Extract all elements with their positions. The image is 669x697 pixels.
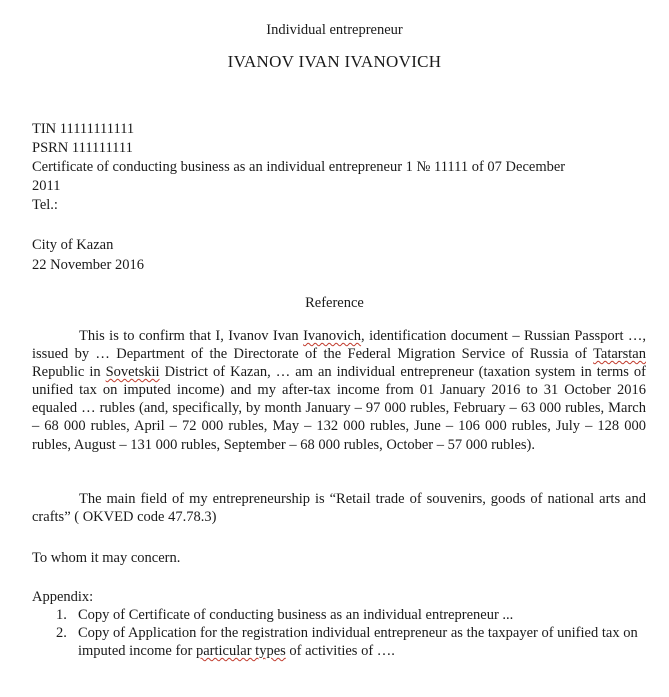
tel-line: Tel.:: [32, 197, 58, 213]
city-line: City of Kazan: [32, 237, 114, 253]
closing-line: To whom it may concern.: [32, 550, 181, 566]
appendix-item-number: 1.: [56, 607, 67, 623]
spellcheck-word: Sovetskii: [105, 364, 160, 381]
tin-line: TIN 11111111111: [32, 121, 135, 137]
appendix-item: [32, 606, 646, 624]
spellcheck-word: Tatarstan: [593, 346, 646, 363]
certificate-line: Certificate of conducting business as an individual entrepreneur 1 № 11111 of 07 December: [32, 159, 566, 175]
appendix-item-text: Copy of Application for the registration individual entrepreneur as the taxpayer of unified tax on imputed income for: [78, 625, 638, 660]
appendix-list: [32, 606, 646, 660]
entrepreneur-name: IVANOV IVAN IVANOVICH: [227, 52, 442, 71]
appendix-item-text: of activities of ….: [285, 643, 395, 660]
appendix-heading: Appendix:: [32, 589, 94, 605]
spellcheck-phrase: particular types: [195, 643, 286, 660]
entrepreneur-status: Individual entrepreneur: [266, 22, 403, 38]
date-line: 22 November 2016: [32, 257, 144, 273]
paragraph-text: This is to confirm that I, Ivanov Ivan: [79, 328, 304, 344]
appendix-item-number: 2.: [56, 625, 67, 642]
document-title: Reference: [305, 295, 364, 311]
appendix-item: [32, 624, 646, 660]
appendix-item-text: Copy of Certificate of conducting business as an individual entrepreneur ...: [78, 607, 514, 623]
main-field-paragraph: The main field of my entrepreneurship is “Retail trade of souvenirs, goods of national arts and crafts” ( OKVED code 47.78.3): [32, 491, 646, 526]
paragraph-text: District of Kazan, … am an individual entrepreneur (taxation system in terms of unified tax on imputed income) and my after-tax income from 01 January 2016 to 31 October 2016 equaled … rubles (and, specifically, by month January – 97 000 rubles, February – 63 000 rubles, March – 68 000 rubles, April – 72 000 rubles, May – 132 000 rubles, June – 106 000 rubles, July – 128 000 rubles, August – 131 000 rubles, September – 68 000 rubles, October – 57 000 rubles).: [32, 364, 646, 453]
confirmation-paragraph: [32, 327, 646, 454]
psrn-line: PSRN 111111111: [32, 140, 133, 156]
spellcheck-word: Ivanovich: [303, 328, 362, 344]
paragraph-text: Republic in: [32, 364, 106, 381]
certificate-year: 2011: [32, 178, 61, 194]
paragraph-text: , identification document – Russian Passport …, issued by … Department of the Directorate of the Federal Migration Service of Russia of: [32, 328, 646, 363]
